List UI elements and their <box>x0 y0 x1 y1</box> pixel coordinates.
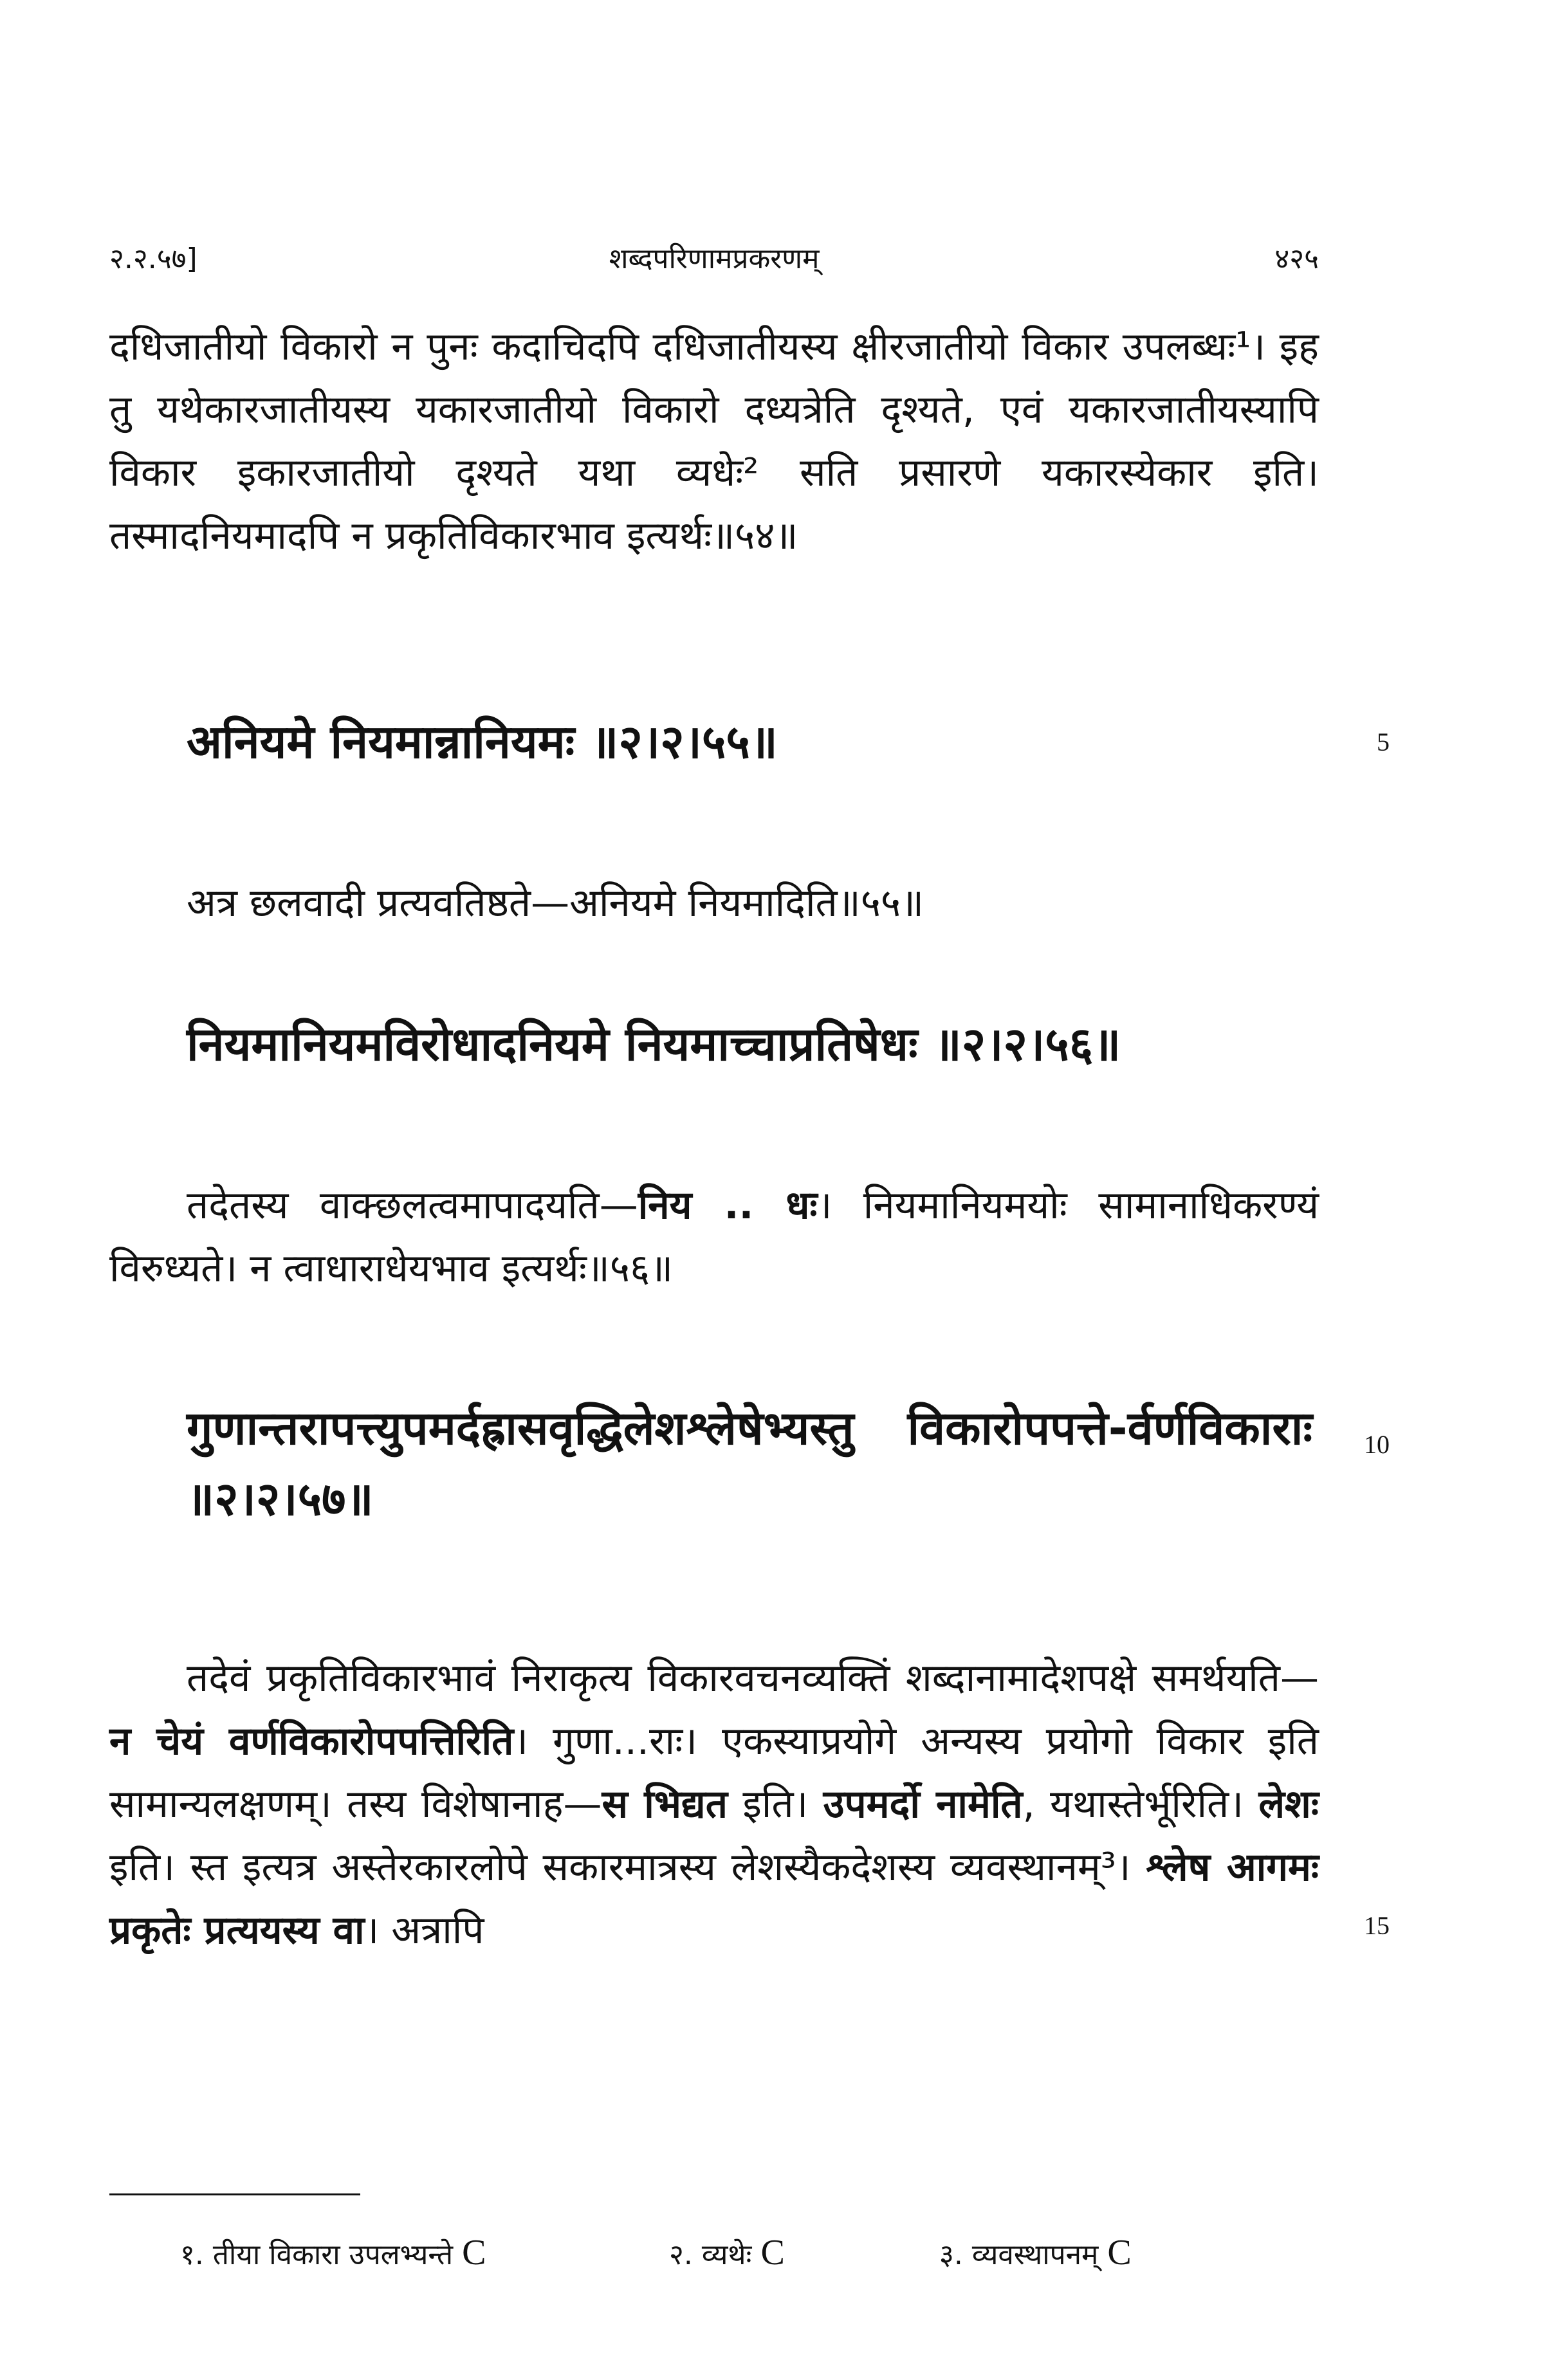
commentary-57-part2: । गुणा...राः। एकस्याप्रयोगे अन्यस्य प्रयोगो विकार इति सामान्यलक्षणम्। तस्य विशेषानाह— <box>109 1719 1319 1827</box>
line-number-5: 5 <box>1377 728 1390 756</box>
commentary-paragraph-54: दधिजातीयो विकारो न पुनः कदाचिदपि दधिजातीयस्य क्षीरजातीयो विकार उपलब्धः¹। इह तु यथेकारजातीयस्य यकारजातीयो विकारो दध्यत्रेति दृश्यते, एवं यकारजातीयस्यापि विकार इकारजातीयो दृश्यते यथा व्यधेः² सति प्रसारणे यकारस्येकार इति। तस्मादनियमादपि न प्रकृतिविकारभाव इत्यर्थः॥५४॥ <box>109 324 1319 558</box>
footnote-divider <box>109 2193 360 2195</box>
page-number: ४२५ <box>1274 243 1319 275</box>
sutra-2-2-55: अनियमे नियमान्नानियमः ॥२।२।५५॥ <box>187 715 778 769</box>
commentary-57 <box>109 1647 1319 1962</box>
line-number-10: 10 <box>1364 1430 1390 1459</box>
footnote-2-text: २. व्यथेः <box>669 2238 752 2271</box>
sutra-pratika-56: निय .. धः <box>638 1183 818 1228</box>
commentary-57-bold1: न चेयं वर्णविकारोपपत्तिरिति <box>109 1719 514 1764</box>
sutra-2-2-57: गुणान्तरापत्त्युपमर्दह्रासवृद्धिलेशश्लेषेभ्यस्तु विकारोपपत्ते-र्वर्णविकाराः ॥२।२।५७॥ <box>187 1401 1312 1526</box>
footnote-1-text: १. तीया विकारा उपलभ्यन्ते <box>180 2238 454 2271</box>
commentary-57-part5: इति। स्त इत्यत्र अस्तेरकारलोपे सकारमात्रस्य लेशस्यैकदेशस्य व्यवस्थानम्³। <box>109 1845 1146 1890</box>
footnote-1-siglum: C <box>462 2233 486 2273</box>
commentary-56 <box>109 1174 1319 1300</box>
commentary-57-bold5: श्लेष आगमः प्रकृतेः प्रत्ययस्य वा <box>109 1845 1319 1953</box>
line-number-15: 15 <box>1364 1911 1390 1940</box>
footnote-3-siglum: C <box>1107 2233 1132 2273</box>
footnote-1 <box>180 2232 486 2273</box>
sutra-2-2-56: नियमानियमविरोधादनियमे नियमाच्चाप्रतिषेधः ॥२।२।५६॥ <box>187 1017 1121 1071</box>
commentary-56-intro: तदेतस्य वाक्छलत्वमापादयति— <box>187 1183 638 1228</box>
footnote-2-siglum: C <box>760 2233 785 2273</box>
footnote-2 <box>669 2232 785 2273</box>
footnote-3 <box>939 2232 1132 2273</box>
footnote-3-text: ३. व्यवस्थापनम् <box>939 2238 1099 2271</box>
commentary-57-part4: , यथास्तेर्भूरिति। <box>1022 1782 1259 1827</box>
commentary-57-bold4: लेशः <box>1258 1782 1319 1827</box>
commentary-57-bold2: स भिद्यत <box>602 1782 728 1827</box>
section-reference: २.२.५७] <box>109 243 198 275</box>
running-header <box>109 238 1319 289</box>
commentary-57-part1: तदेवं प्रकृतिविकारभावं निराकृत्य विकारवचनव्यक्तिं शब्दानामादेशपक्षे समर्थयति— <box>187 1656 1319 1701</box>
commentary-57-part6: । अत्रापि <box>364 1908 484 1953</box>
chapter-title: शब्दपरिणामप्रकरणम् <box>609 243 820 275</box>
commentary-56-body: । नियमानियमयोः सामानाधिकरण्यं विरुध्यते। न त्वाधाराधेयभाव इत्यर्थः॥५६॥ <box>109 1183 1319 1291</box>
commentary-57-bold3: उपमर्दो नामेति <box>823 1782 1023 1827</box>
commentary-57-part3: इति। <box>727 1782 823 1827</box>
footnotes <box>180 2232 1274 2277</box>
commentary-55: अत्र छलवादी प्रत्यवतिष्ठते—अनियमे नियमादिति॥५५॥ <box>187 881 924 926</box>
